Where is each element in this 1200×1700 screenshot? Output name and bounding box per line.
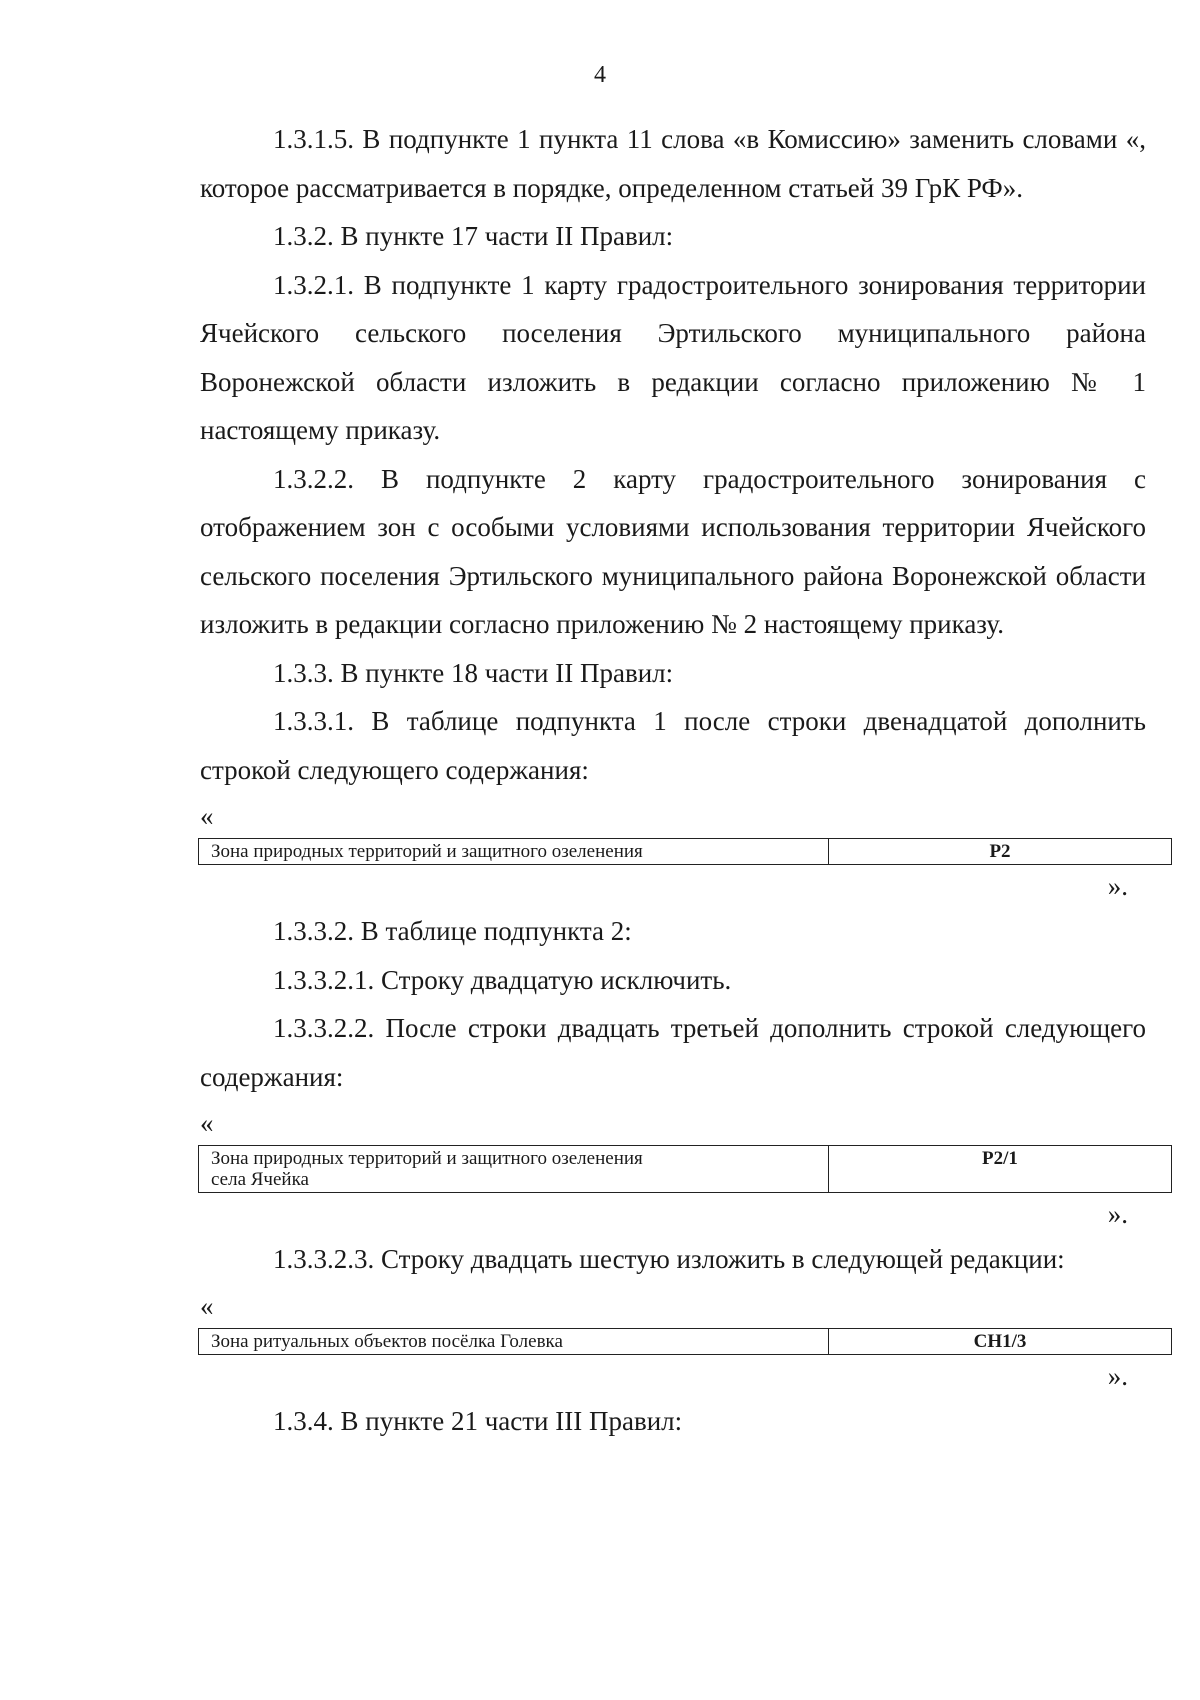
paragraph-1-3-4: 1.3.4. В пункте 21 части III Правил: <box>273 1405 683 1436</box>
quote-open-mark: « <box>200 1290 214 1321</box>
page-number: 4 <box>594 62 606 88</box>
quote-open-mark: « <box>200 1108 214 1138</box>
paragraph-1-3-2-1: 1.3.2.1. В подпункте 1 карту градостроительного зонирования территории Ячейского сельского поселения Эртильского муниципального района Воронежской области изложить в редакции согласно приложению № 1 настоящему приказу. <box>200 269 1146 445</box>
paragraph-1-3-1-5: 1.3.1.5. В подпункте 1 пункта 11 слова «в Комиссию» заменить словами «, которое рассматривается в порядке, определенном статьей 39 ГрК РФ». <box>200 124 1146 203</box>
zone-table-2 <box>198 1145 1172 1193</box>
zone-table-1 <box>198 838 1172 865</box>
zone-code-cell: Р2 <box>829 839 1172 865</box>
paragraph-1-3-3-1: 1.3.3.1. В таблице подпункта 1 после строки двенадцатой дополнить строкой следующего содержания: <box>200 706 1146 785</box>
zone-table-3 <box>198 1328 1172 1355</box>
zone-name-line-2: села Ячейка <box>211 1169 309 1190</box>
paragraph-1-3-3: 1.3.3. В пункте 18 части II Правил: <box>273 657 674 688</box>
paragraph-1-3-3-2: 1.3.3.2. В таблице подпункта 2: <box>273 916 632 946</box>
document-body <box>200 115 1146 1445</box>
quote-open-mark: « <box>200 801 214 831</box>
zone-name-line-1: Зона природных территорий и защитного озеленения <box>211 1148 643 1169</box>
table-row <box>199 1146 1172 1193</box>
quote-close-mark: ». <box>1107 871 1128 901</box>
zone-code-cell: Р2/1 <box>829 1146 1172 1193</box>
paragraph-1-3-2: 1.3.2. В пункте 17 части II Правил: <box>273 221 674 251</box>
quote-close-mark: ». <box>1107 1199 1128 1229</box>
paragraph-1-3-3-2-1: 1.3.3.2.1. Строку двадцатую исключить. <box>273 964 732 995</box>
zone-name-cell: Зона природных территорий и защитного озеленения <box>199 839 829 865</box>
paragraph-1-3-3-2-3: 1.3.3.2.3. Строку двадцать шестую изложить в следующей редакции: <box>273 1244 1065 1274</box>
paragraph-1-3-3-2-2: 1.3.3.2.2. После строки двадцать третьей дополнить строкой следующего содержания: <box>200 1013 1146 1092</box>
zone-name-cell: Зона ритуальных объектов посёлка Голевка <box>199 1328 829 1354</box>
paragraph-1-3-2-2: 1.3.2.2. В подпункте 2 карту градостроительного зонирования с отображением зон с особыми условиями использования территории Ячейского сельского поселения Эртильского муниципального района Воронежской области изложить в редакции согласно приложению № 2 настоящему приказу. <box>200 463 1146 639</box>
table-row <box>199 839 1172 865</box>
table-row <box>199 1328 1172 1354</box>
quote-close-mark: ». <box>1107 1360 1128 1391</box>
zone-name-cell <box>199 1146 829 1193</box>
zone-code-cell: СН1/3 <box>829 1328 1172 1354</box>
